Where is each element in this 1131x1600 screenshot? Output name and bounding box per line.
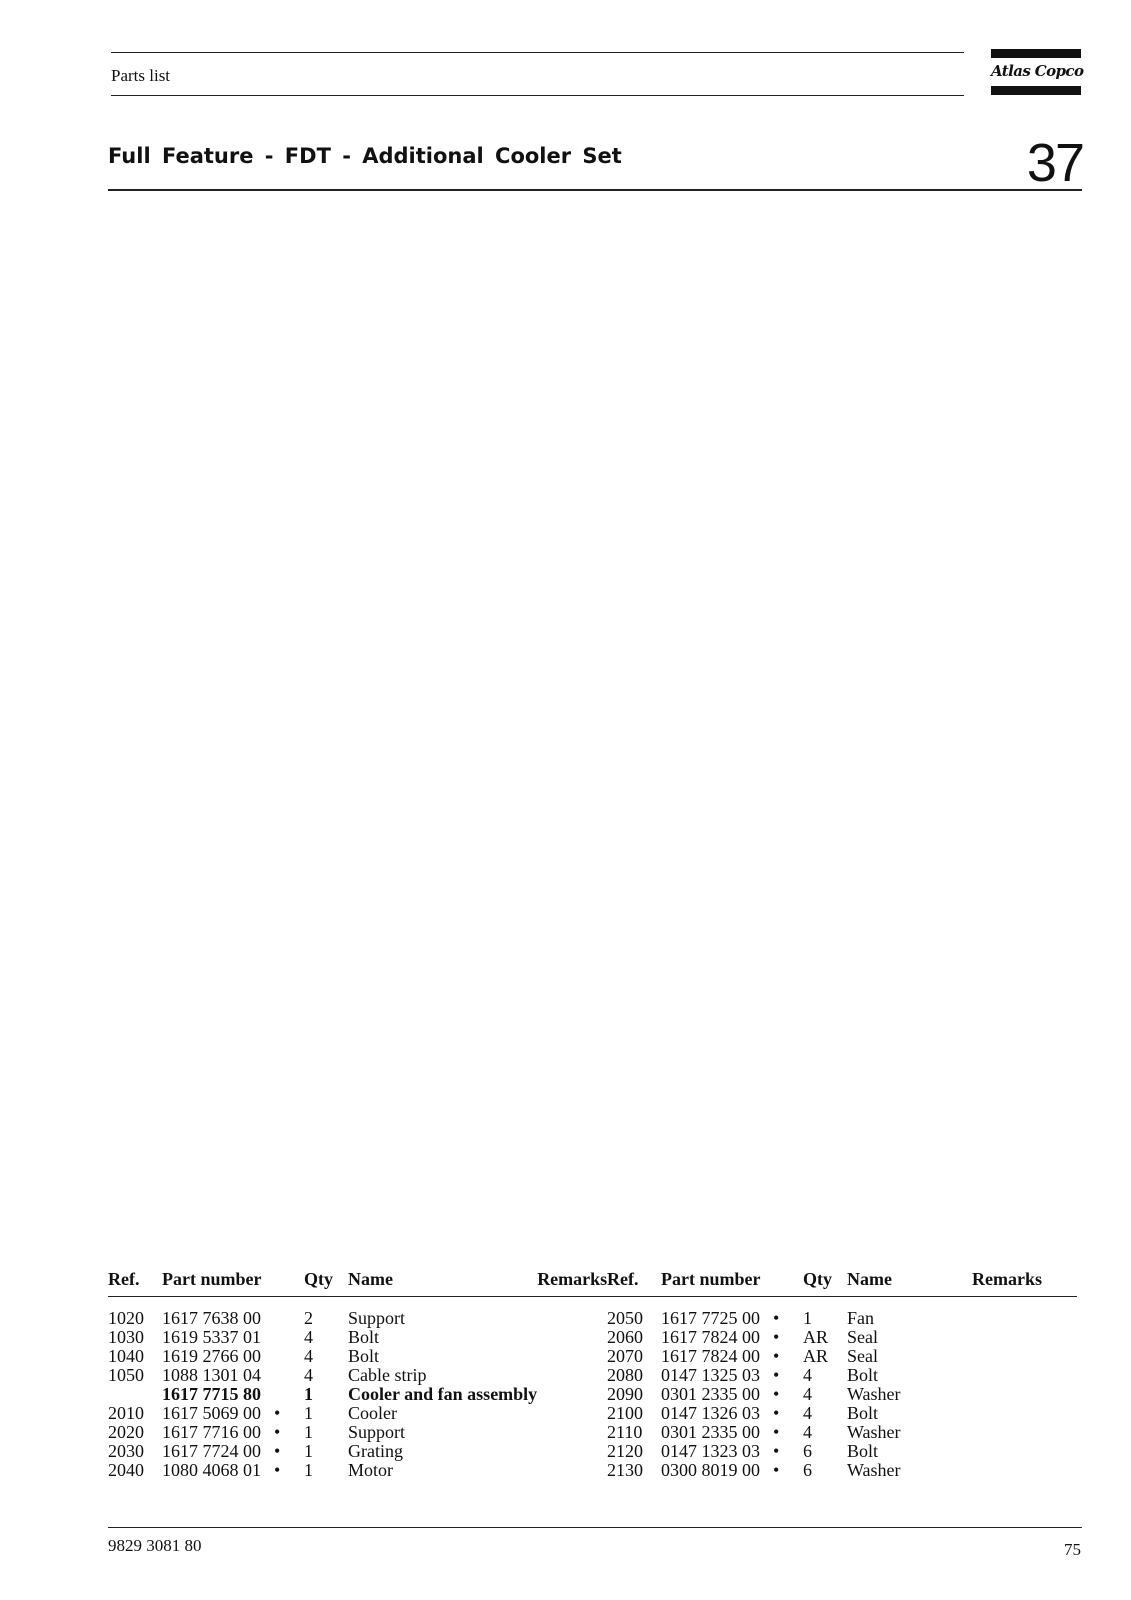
- column-header-qty: Qty: [304, 1270, 348, 1297]
- cell-remarks: [972, 1366, 1077, 1385]
- cell-ref: 2110: [607, 1422, 643, 1442]
- cell-remarks: [972, 1442, 1077, 1461]
- section-title: Full Feature - FDT - Additional Cooler Set: [108, 144, 622, 168]
- cell-qty: 1: [304, 1422, 313, 1442]
- logo-top-bar: [991, 49, 1081, 58]
- cell-ref: 2050: [607, 1308, 643, 1328]
- cell-qty: AR: [803, 1346, 829, 1366]
- cell-remarks: [972, 1404, 1077, 1423]
- page-number: 75: [1064, 1540, 1081, 1559]
- cell-name: Grating: [348, 1441, 403, 1461]
- cell-name: Cooler: [348, 1403, 397, 1423]
- cell-qty: 1: [803, 1308, 812, 1328]
- cell-indent-dot: •: [773, 1384, 780, 1404]
- cell-name: Bolt: [847, 1365, 879, 1385]
- cell-indent-dot: •: [274, 1441, 281, 1461]
- cell-qty: 4: [304, 1346, 313, 1366]
- cell-qty: 4: [803, 1422, 812, 1442]
- cell-name: Seal: [847, 1327, 878, 1347]
- cell-indent-dot: •: [773, 1403, 780, 1423]
- table-row: [607, 1385, 1077, 1404]
- document-number: 9829 3081 80: [108, 1536, 202, 1555]
- cell-ref: 2100: [607, 1403, 643, 1423]
- cell-part-number: 1617 7824 00: [661, 1346, 760, 1366]
- table-row: [607, 1461, 1077, 1480]
- cell-indent-dot: •: [773, 1460, 780, 1480]
- cell-qty: AR: [803, 1327, 829, 1347]
- table-row: [607, 1404, 1077, 1423]
- cell-indent-dot: •: [274, 1422, 281, 1442]
- header-bottom-rule: [111, 95, 964, 96]
- cell-indent-dot: •: [773, 1365, 780, 1385]
- cell-qty: 1: [304, 1441, 313, 1461]
- cell-part-number: 1080 4068 01: [162, 1460, 261, 1480]
- cell-indent-dot: [274, 1309, 304, 1328]
- cell-name: Bolt: [348, 1346, 380, 1366]
- cell-part-number: 1619 5337 01: [162, 1327, 261, 1347]
- parts-table-right: [607, 1270, 1077, 1480]
- column-header-name: Name: [847, 1270, 972, 1297]
- header-top-rule: [111, 52, 964, 53]
- cell-qty: 2: [304, 1308, 313, 1328]
- cell-name: Fan: [847, 1308, 874, 1328]
- column-header-name: Name: [348, 1270, 537, 1297]
- header-label: Parts list: [111, 66, 171, 85]
- cell-ref: 2030: [108, 1441, 144, 1461]
- logo-bottom-bar: [991, 86, 1081, 95]
- column-header-remarks: Remarks: [972, 1270, 1077, 1297]
- cell-ref: 2090: [607, 1384, 643, 1404]
- cell-indent-dot: •: [274, 1403, 281, 1423]
- cell-part-number: 1617 7715 80: [162, 1384, 261, 1404]
- cell-part-number: 1617 7724 00: [162, 1441, 261, 1461]
- logo-wordmark: Atlas Copco: [991, 62, 1084, 80]
- cell-part-number: 1617 5069 00: [162, 1403, 261, 1423]
- cell-qty: 4: [803, 1365, 812, 1385]
- cell-ref: 2060: [607, 1327, 643, 1347]
- cell-qty: 6: [803, 1441, 812, 1461]
- cell-ref: 2010: [108, 1403, 144, 1423]
- cell-ref: 2130: [607, 1460, 643, 1480]
- cell-qty: 4: [304, 1327, 313, 1347]
- cell-ref: 2080: [607, 1365, 643, 1385]
- cell-indent-dot: •: [773, 1327, 780, 1347]
- cell-part-number: 0147 1323 03: [661, 1441, 760, 1461]
- column-header-ref: Ref.: [607, 1270, 661, 1297]
- table-row: [607, 1328, 1077, 1347]
- cell-part-number: 0300 8019 00: [661, 1460, 760, 1480]
- cell-qty: 4: [803, 1403, 812, 1423]
- column-header-remarks: Remarks: [537, 1270, 642, 1297]
- table-row: [607, 1366, 1077, 1385]
- cell-ref: 2120: [607, 1441, 643, 1461]
- column-header-part-number: Part number: [162, 1270, 274, 1297]
- cell-indent-dot: •: [773, 1441, 780, 1461]
- cell-ref: 1020: [108, 1308, 144, 1328]
- atlas-copco-logo: [991, 49, 1084, 95]
- cell-name: Seal: [847, 1346, 878, 1366]
- cell-remarks: [972, 1423, 1077, 1442]
- cell-indent-dot: [274, 1366, 304, 1385]
- column-header-qty: Qty: [803, 1270, 847, 1297]
- table-row: [108, 1385, 642, 1404]
- cell-qty: 4: [304, 1365, 313, 1385]
- cell-name: Washer: [847, 1384, 901, 1404]
- table-row: [607, 1442, 1077, 1461]
- cell-name: Washer: [847, 1422, 901, 1442]
- cell-ref: 1040: [108, 1346, 144, 1366]
- footer-rule: [108, 1527, 1082, 1528]
- table-row: [108, 1366, 642, 1385]
- cell-indent-dot: [274, 1328, 304, 1347]
- cell-indent-dot: [274, 1385, 304, 1404]
- cell-name: Cooler and fan assembly: [348, 1384, 538, 1404]
- table-header-row: [607, 1270, 1077, 1297]
- cell-name: Motor: [348, 1460, 393, 1480]
- cell-part-number: 1619 2766 00: [162, 1346, 261, 1366]
- table-row: [108, 1442, 642, 1461]
- cell-indent-dot: •: [773, 1346, 780, 1366]
- table-row: [607, 1309, 1077, 1328]
- cell-part-number: 1617 7725 00: [661, 1308, 760, 1328]
- section-title-rule: [108, 189, 1082, 191]
- cell-part-number: 0147 1326 03: [661, 1403, 760, 1423]
- cell-part-number: 0301 2335 00: [661, 1384, 760, 1404]
- cell-name: Bolt: [348, 1327, 380, 1347]
- table-row: [607, 1423, 1077, 1442]
- cell-ref: 1050: [108, 1365, 144, 1385]
- cell-qty: 1: [304, 1460, 313, 1480]
- table-row: [108, 1328, 642, 1347]
- table-row: [108, 1347, 642, 1366]
- cell-qty: 6: [803, 1460, 812, 1480]
- column-header-ref: Ref.: [108, 1270, 162, 1297]
- cell-remarks: [972, 1461, 1077, 1480]
- cell-ref: 2020: [108, 1422, 144, 1442]
- cell-name: Bolt: [847, 1403, 879, 1423]
- cell-name: Bolt: [847, 1441, 879, 1461]
- cell-indent-dot: [274, 1347, 304, 1366]
- cell-qty: 1: [304, 1384, 313, 1404]
- cell-part-number: 0301 2335 00: [661, 1422, 760, 1442]
- table-row: [108, 1309, 642, 1328]
- column-header-part-number: Part number: [661, 1270, 773, 1297]
- cell-remarks: [972, 1309, 1077, 1328]
- cell-name: Washer: [847, 1460, 901, 1480]
- cell-indent-dot: •: [274, 1460, 281, 1480]
- column-header-indent: [274, 1270, 304, 1297]
- table-header-row: [108, 1270, 642, 1297]
- cell-name: Cable strip: [348, 1365, 427, 1385]
- cell-part-number: 1617 7716 00: [162, 1422, 261, 1442]
- cell-part-number: 1617 7824 00: [661, 1327, 760, 1347]
- table-row: [108, 1461, 642, 1480]
- cell-remarks: [972, 1328, 1077, 1347]
- cell-part-number: 1617 7638 00: [162, 1308, 261, 1328]
- cell-ref: 2070: [607, 1346, 643, 1366]
- cell-remarks: [972, 1385, 1077, 1404]
- cell-name: Support: [348, 1422, 406, 1442]
- cell-remarks: [972, 1347, 1077, 1366]
- table-row: [607, 1347, 1077, 1366]
- column-header-indent: [773, 1270, 803, 1297]
- cell-part-number: 0147 1325 03: [661, 1365, 760, 1385]
- table-row: [108, 1404, 642, 1423]
- cell-indent-dot: •: [773, 1308, 780, 1328]
- cell-ref: 1030: [108, 1327, 144, 1347]
- section-number: 37: [1026, 133, 1083, 193]
- cell-ref: [108, 1385, 162, 1404]
- table-row: [108, 1423, 642, 1442]
- cell-ref: 2040: [108, 1460, 144, 1480]
- cell-qty: 1: [304, 1403, 313, 1423]
- cell-part-number: 1088 1301 04: [162, 1365, 261, 1385]
- cell-qty: 4: [803, 1384, 812, 1404]
- cell-indent-dot: •: [773, 1422, 780, 1442]
- parts-table-left: [108, 1270, 642, 1480]
- cell-name: Support: [348, 1308, 406, 1328]
